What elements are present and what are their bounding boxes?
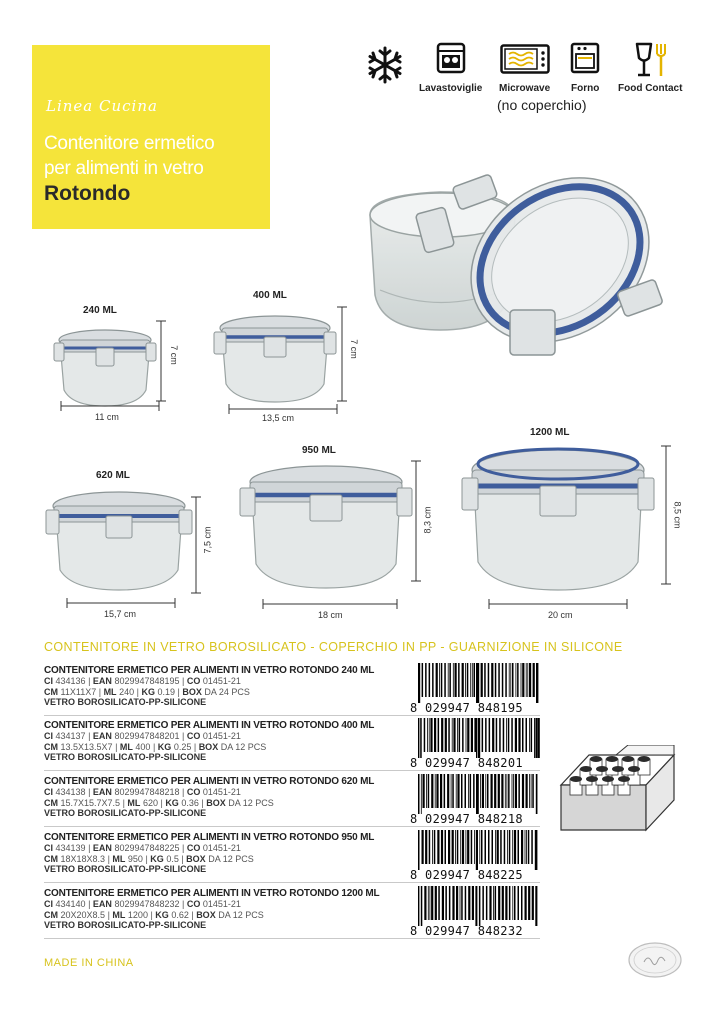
width-dimension-line	[488, 598, 628, 610]
barcode-number: 8 029947 848195	[410, 701, 523, 715]
record-title: CONTENITORE ERMETICO PER ALIMENTI IN VETRO ROTONDO 1200 ML	[44, 888, 380, 899]
container-950ml	[238, 458, 414, 595]
oven-icon	[570, 42, 600, 74]
hero-product-image	[360, 170, 680, 385]
microwave-note: (no coperchio)	[497, 97, 587, 113]
microwave-icon	[500, 44, 550, 74]
snowflake-icon	[365, 45, 405, 85]
width-dimension-line	[60, 400, 160, 412]
barcode-number: 8 029947 848225	[410, 868, 523, 882]
record-divider	[44, 826, 540, 827]
width-label: 11 cm	[95, 412, 119, 422]
record-dimensions: CM 13.5X13.5X7 | ML 400 | KG 0.25 | BOX DA 12 PCS	[44, 741, 267, 752]
capacity-label: 950 ML	[302, 445, 336, 456]
capacity-label: 400 ML	[253, 290, 287, 301]
capacity-label: 240 ML	[83, 305, 117, 316]
barcode	[410, 830, 545, 882]
record-title: CONTENITORE ERMETICO PER ALIMENTI IN VETRO ROTONDO 950 ML	[44, 832, 375, 843]
title-panel	[32, 45, 270, 229]
microwave-label: Microwave	[499, 83, 551, 94]
height-label: 7 cm	[168, 345, 179, 365]
record-dimensions: CM 18X18X8.3 | ML 950 | KG 0.5 | BOX DA 12 PCS	[44, 853, 254, 864]
food-contact-label: Food Contact	[618, 83, 683, 94]
barcode	[410, 718, 545, 770]
width-label: 15,7 cm	[104, 609, 137, 619]
container-1200ml	[460, 442, 656, 597]
title-line-2: per alimenti in vetro	[44, 158, 204, 179]
capacity-label: 620 ML	[96, 470, 130, 481]
record-title: CONTENITORE ERMETICO PER ALIMENTI IN VETRO ROTONDO 240 ML	[44, 665, 375, 676]
height-label: 8,3 cm	[422, 506, 433, 534]
container-400ml	[212, 304, 338, 409]
barcode-number: 8 029947 848218	[410, 812, 523, 826]
height-dimension-line	[190, 496, 202, 594]
made-in-label: MADE IN CHINA	[44, 957, 134, 969]
record-material: VETRO BOROSILICATO-PP-SILICONE	[44, 864, 207, 874]
dishwasher-icon	[436, 42, 466, 74]
height-label: 8,5 cm	[672, 501, 683, 529]
container-620ml	[44, 484, 194, 597]
record-codes: CI 434136 | EAN 8029947848195 | CO 01451-21	[44, 676, 241, 686]
brand-seal-logo	[626, 940, 684, 985]
product-line-name: Linea Cucina	[46, 97, 158, 115]
height-dimension-line	[410, 460, 422, 582]
record-divider	[44, 882, 540, 883]
height-dimension-line	[336, 306, 348, 402]
record-dimensions: CM 15.7X15.7X7.5 | ML 620 | KG 0.36 | BOX DA 12 PCS	[44, 797, 274, 808]
food-contact-icon	[632, 42, 670, 78]
record-material: VETRO BOROSILICATO-PP-SILICONE	[44, 697, 207, 707]
record-dimensions: CM 20X20X8.5 | ML 1200 | KG 0.62 | BOX DA 12 PCS	[44, 909, 264, 920]
width-label: 18 cm	[318, 610, 343, 620]
container-240ml	[52, 318, 158, 413]
record-divider	[44, 715, 540, 716]
spec-section-header: CONTENITORE IN VETRO BOROSILICATO - COPERCHIO IN PP - GUARNIZIONE IN SILICONE	[44, 640, 623, 654]
record-codes: CI 434140 | EAN 8029947848232 | CO 01451-21	[44, 899, 241, 909]
record-codes: CI 434139 | EAN 8029947848225 | CO 01451-21	[44, 843, 241, 853]
record-title: CONTENITORE ERMETICO PER ALIMENTI IN VETRO ROTONDO 620 ML	[44, 776, 375, 787]
record-divider	[44, 938, 540, 939]
barcode-number: 8 029947 848201	[410, 756, 523, 770]
capacity-label: 1200 ML	[530, 427, 570, 438]
record-codes: CI 434138 | EAN 8029947848218 | CO 01451-21	[44, 787, 241, 797]
display-box-image	[556, 745, 681, 840]
record-dimensions: CM 11X11X7 | ML 240 | KG 0.19 | BOX DA 24 PCS	[44, 686, 250, 697]
height-label: 7 cm	[348, 339, 359, 359]
dishwasher-label: Lavastoviglie	[419, 83, 483, 94]
title-line-1: Contenitore ermetico	[44, 133, 215, 154]
barcode	[410, 886, 545, 938]
width-label: 20 cm	[548, 610, 573, 620]
record-title: CONTENITORE ERMETICO PER ALIMENTI IN VETRO ROTONDO 400 ML	[44, 720, 375, 731]
width-dimension-line	[66, 597, 176, 609]
oven-label: Forno	[571, 83, 600, 94]
barcode	[410, 774, 545, 826]
height-dimension-line	[660, 445, 672, 585]
barcode	[410, 663, 545, 715]
record-material: VETRO BOROSILICATO-PP-SILICONE	[44, 920, 207, 930]
record-material: VETRO BOROSILICATO-PP-SILICONE	[44, 752, 207, 762]
title-subtitle: Rotondo	[44, 182, 131, 205]
width-dimension-line	[262, 598, 398, 610]
height-dimension-line	[155, 320, 167, 402]
width-label: 13,5 cm	[262, 413, 295, 423]
record-material: VETRO BOROSILICATO-PP-SILICONE	[44, 808, 207, 818]
barcode-number: 8 029947 848232	[410, 924, 523, 938]
record-divider	[44, 770, 540, 771]
height-label: 7,5 cm	[202, 526, 213, 554]
record-codes: CI 434137 | EAN 8029947848201 | CO 01451-21	[44, 731, 241, 741]
